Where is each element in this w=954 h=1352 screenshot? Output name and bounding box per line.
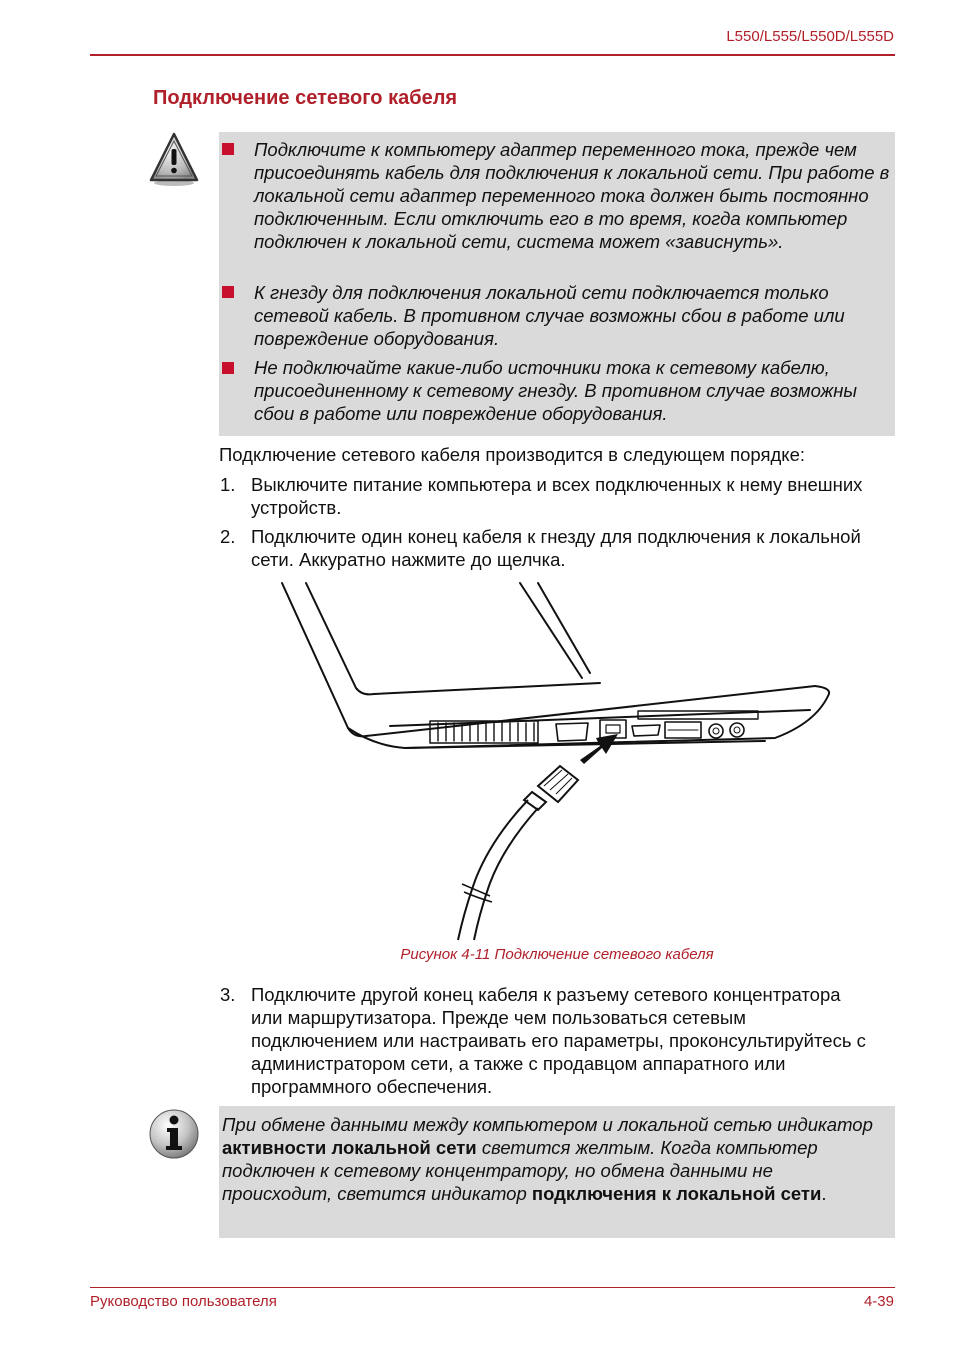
network-cable	[458, 800, 528, 940]
note-bold-1: активности локальной сети	[222, 1137, 477, 1158]
header-model: L550/L555/L550D/L555D	[726, 28, 894, 45]
hdmi-port	[632, 725, 660, 736]
laptop-lan-illustration	[270, 578, 845, 943]
footer-page-number: 4-39	[863, 1293, 894, 1310]
info-icon	[148, 1108, 200, 1160]
vga-port	[556, 723, 588, 741]
note-part-3: .	[821, 1183, 827, 1204]
warning-text-1: Подключите к компьютеру адаптер переменного тока, прежде чем присоединять кабель для подключения к локальной сети. При работе в локальной сети адаптер переменного тока должен быть постоянно подключенным. Если отключить его в то время, когда компьютер подключен к локальной сети, система может «зависнуть».	[254, 139, 890, 252]
warning-bullet-1	[222, 143, 234, 155]
step-number-3: 3.	[220, 984, 236, 1005]
step-number-2: 2.	[220, 526, 236, 547]
laptop-base	[348, 686, 829, 748]
note-text	[222, 1113, 882, 1205]
step-number-1: 1.	[220, 474, 236, 495]
warning-bullet-2	[222, 286, 234, 298]
note-part-2: светится желтым. Когда компьютер подключен к сетевому концентратору, но обмена данными не происходит, светится индикатор	[222, 1137, 818, 1204]
warning-text-2: К гнезду для подключения локальной сети подключается только сетевой кабель. В противном случае возможны сбои в работе или повреждение оборудования.	[254, 282, 845, 349]
intro-text: Подключение сетевого кабеля производится в следующем порядке:	[219, 444, 806, 465]
header-rule	[90, 54, 895, 56]
warning-text-3: Не подключайте какие-либо источники тока к сетевому кабелю, присоединенному к сетевому гнезду. В противном случае возможны сбои в работе или повреждение оборудования.	[254, 357, 857, 424]
audio-jack-2	[730, 723, 744, 737]
section-title: Подключение сетевого кабеля	[153, 87, 458, 109]
note-part-1: При обмене данными между компьютером и локальной сетью индикатор	[222, 1114, 873, 1135]
step-text-1: Выключите питание компьютера и всех подключенных к нему внешних устройств.	[251, 474, 863, 518]
warning-icon	[148, 131, 200, 187]
step-text-3: Подключите другой конец кабеля к разъему сетевого концентратора или маршрутизатора. Прежде чем пользоваться сетевым подключением или настраивать его параметры, проконсультируйтесь с администратором сети, а также с продавцом аппаратного или программного обеспечения.	[251, 984, 866, 1097]
audio-jack-1	[709, 724, 723, 738]
step-text-2: Подключите один конец кабеля к гнезду для подключения к локальной сети. Аккуратно нажмите до щелчка.	[251, 526, 861, 570]
note-bold-2: подключения к локальной сети	[531, 1183, 822, 1204]
rj45-plug	[524, 766, 578, 810]
figure-caption: Рисунок 4-11 Подключение сетевого кабеля	[400, 946, 714, 963]
footer-rule	[90, 1287, 895, 1288]
warning-bullet-3	[222, 362, 234, 374]
footer-manual-title: Руководство пользователя	[90, 1293, 277, 1310]
